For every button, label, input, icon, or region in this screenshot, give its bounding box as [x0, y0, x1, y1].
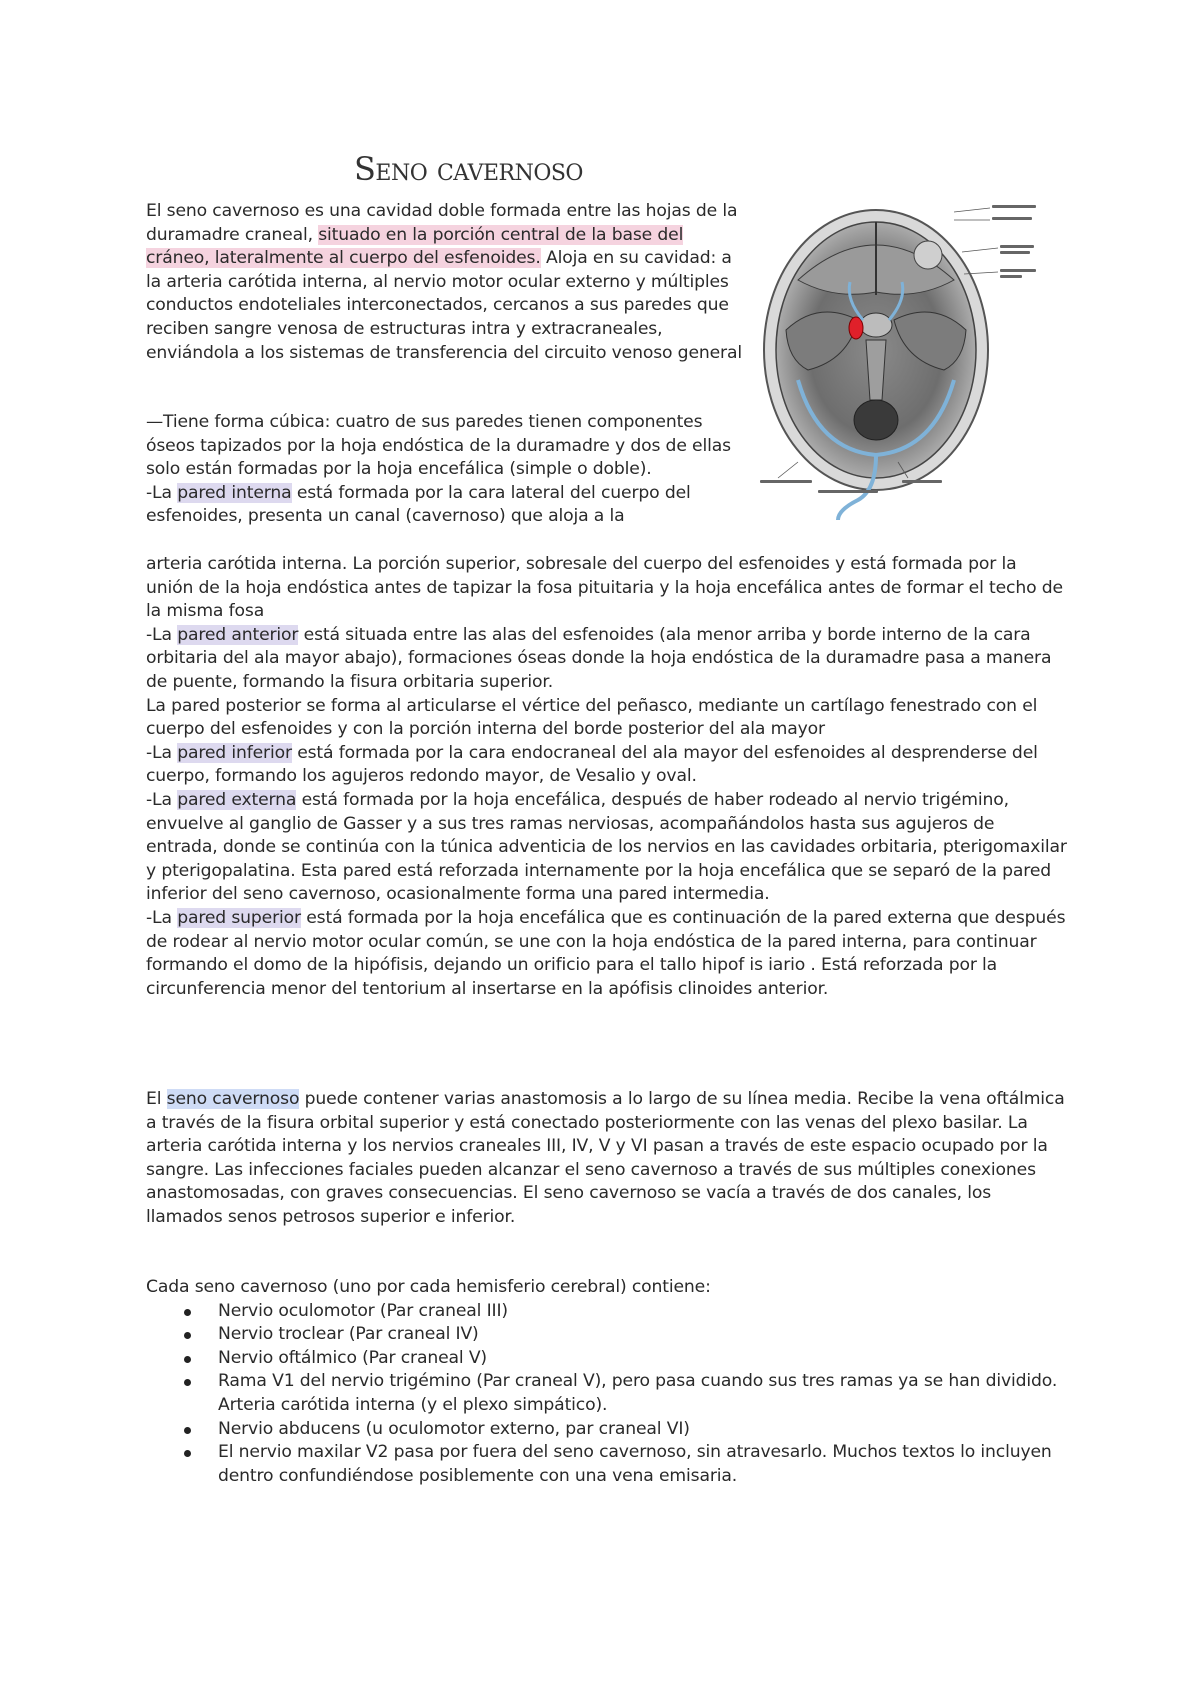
- list-item: Nervio abducens (u oculomotor externo, par craneal VI): [146, 1418, 1068, 1442]
- list-item: El nervio maxilar V2 pasa por fuera del seno cavernoso, sin atravesarlo. Muchos textos lo incluyen dentro confundiéndose posiblemente con una vena emisaria.: [146, 1441, 1068, 1488]
- contents-intro: Cada seno cavernoso (uno por cada hemisferio cerebral) contiene:: [146, 1277, 711, 1297]
- list-item: Nervio oculomotor (Par craneal III): [146, 1300, 1068, 1324]
- form-paragraph: [146, 411, 746, 529]
- term-pared-superior: pared superior: [177, 907, 301, 928]
- term-seno-cavernoso: seno cavernoso: [166, 1089, 300, 1109]
- anastomosis-paragraph: El seno cavernoso puede contener varias anastomosis a lo largo de su línea media. Recibe la vena oftálmica a través de la fisura orbital superior y está conectado posteriormente con las venas del plexo basilar. La arteria carótida interna y los nervios craneales III, IV, V y VI pasan a través de este espacio ocupado por la sangre. Las infecciones faciales pueden alcanzar el seno cavernoso a través de sus múltiples conexiones anastomosadas, con graves consecuencias. El seno cavernoso se vacía a través de dos canales, los llamados senos petrosos superior e inferior.: [146, 1089, 1065, 1227]
- term-pared-interna: pared interna: [177, 482, 292, 503]
- wall-externa: -La pared externa está formada por la hoja encefálica, después de haber rodeado al nervio trigémino, envuelve al ganglio de Gasser y a sus tres ramas nerviosas, acompañándolos hasta sus agujeros de entrada, donde se continúa con la túnica adventicia de los nervios en las cavidades orbitaria, pterigomaxilar y pterigopalatina. Esta pared está reforzada internamente por la hoja encefálica que se separó de la pared inferior del seno cavernoso, ocasionalmente forma una pared intermedia.: [146, 789, 1067, 905]
- term-pared-inferior: pared inferior: [177, 742, 292, 763]
- walls-section: [146, 553, 1068, 1001]
- intro-paragraph: [146, 200, 746, 365]
- page-title: Seno cavernoso: [354, 150, 583, 188]
- wall-interna-b: arteria carótida interna. La porción superior, sobresale del cuerpo del esfenoides y está formada por la unión de la hoja endóstica antes de tapizar la fosa pituitaria y la hoja encefálica antes de formar el techo de la misma fosa: [146, 554, 1063, 622]
- term-pared-anterior: pared anterior: [177, 624, 299, 645]
- wall-superior: -La pared superior está formada por la hoja encefálica que es continuación de la pared externa que después de rodear al nervio motor ocular común, se une con la hoja endóstica de la pared interna, para continuar formando el domo de la hipófisis, dejando un orificio para el tallo hipof is iario . Está reforzada por la circunferencia menor del tentorium al insertarse en la apófisis clinoides anterior.: [146, 907, 1066, 999]
- cavernous-sinus-marker: [849, 317, 863, 339]
- skull-base-figure: [758, 200, 1054, 540]
- wall-posterior: La pared posterior se forma al articularse el vértice del peñasco, mediante un cartílago fenestrado con el cuerpo del esfenoides y con la porción interna del borde posterior del ala mayor: [146, 695, 1038, 740]
- wall-inferior: -La pared inferior está formada por la cara endocraneal del ala mayor del esfenoides al desprenderse del cuerpo, formando los agujeros redondo mayor, de Vesalio y oval.: [146, 742, 1038, 787]
- intro-lead: El seno cavernoso es una cavidad doble formada entre las hojas de la duramadre craneal,: [146, 201, 738, 245]
- intro-rest: Aloja en su cavidad: a la arteria carótida interna, al nervio motor ocular externo y múltiples conductos endoteliales interconectados, cercanos a sus paredes que reciben sangre venosa de estructuras intra y extracraneales, enviándola a los sistemas de transferencia del circuito venoso general: [146, 248, 742, 363]
- list-item: Nervio oftálmico (Par craneal V): [146, 1347, 1068, 1371]
- contents-section: [146, 1276, 1068, 1488]
- list-item: Nervio troclear (Par craneal IV): [146, 1323, 1068, 1347]
- term-pared-externa: pared externa: [177, 789, 297, 810]
- list-item: Rama V1 del nervio trigémino (Par craneal V), pero pasa cuando sus tres ramas ya se han dividido. Arteria carótida interna (y el plexo simpático).: [146, 1370, 1068, 1417]
- intro-highlight: situado en la porción central de la base del cráneo, lateralmente al cuerpo del esfenoides.: [146, 224, 684, 269]
- contents-list: [146, 1300, 1068, 1489]
- form-text: —Tiene forma cúbica: cuatro de sus paredes tienen componentes óseos tapizados por la hoja endóstica de la duramadre y dos de ellas solo están formadas por la hoja encefálica (simple o doble).: [146, 412, 731, 480]
- wall-interna-a: -La pared interna está formada por la cara lateral del cuerpo del esfenoides, presenta un canal (cavernoso) que aloja a la: [146, 482, 691, 527]
- wall-anterior: -La pared anterior está situada entre las alas del esfenoides (ala menor arriba y borde interno de la cara orbitaria del ala mayor abajo), formaciones óseas donde la hoja endóstica de la duramadre pasa a manera de puente, formando la fisura orbitaria superior.: [146, 624, 1052, 692]
